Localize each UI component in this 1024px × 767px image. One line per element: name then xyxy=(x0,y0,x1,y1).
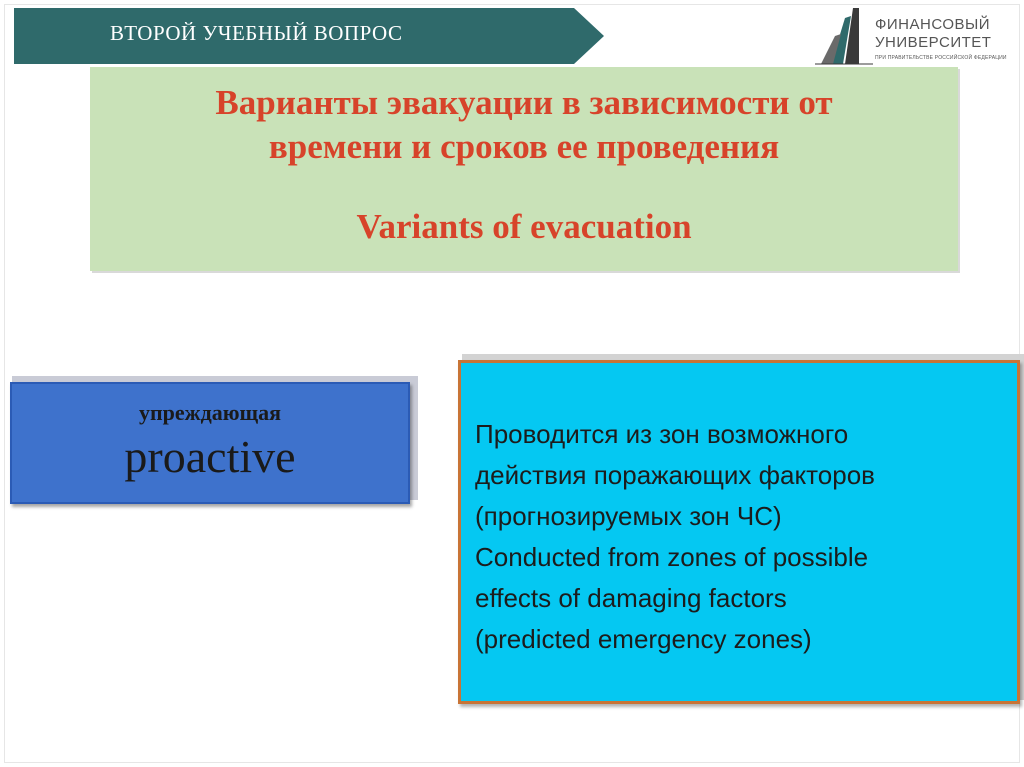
description-line: (прогнозируемых зон ЧС) xyxy=(475,501,782,531)
title-box xyxy=(90,67,958,271)
university-logo xyxy=(815,6,1020,66)
building-icon xyxy=(815,6,875,66)
section-banner xyxy=(14,8,604,64)
logo-line-3: ПРИ ПРАВИТЕЛЬСТВЕ РОССИЙСКОЙ ФЕДЕРАЦИИ xyxy=(875,55,1007,61)
description-line: действия поражающих факторов xyxy=(475,460,875,490)
description-text xyxy=(475,414,875,660)
evacuation-type-card xyxy=(10,382,410,504)
banner-title: ВТОРОЙ УЧЕБНЫЙ ВОПРОС xyxy=(110,21,403,45)
title-line-2: времени и сроков ее проведения xyxy=(268,127,780,166)
evacuation-type-en: proactive xyxy=(124,431,296,482)
logo-line-2: УНИВЕРСИТЕТ xyxy=(875,34,992,51)
description-line: effects of damaging factors xyxy=(475,583,787,613)
description-line: Проводится из зон возможного xyxy=(475,419,849,449)
title-line-1: Варианты эвакуации в зависимости от xyxy=(215,83,833,122)
description-line: Conducted from zones of possible xyxy=(475,542,869,572)
evacuation-type-ru: упреждающая xyxy=(138,400,282,425)
logo-line-1: ФИНАНСОВЫЙ xyxy=(875,16,991,33)
description-card xyxy=(458,360,1020,704)
description-line: (predicted emergency zones) xyxy=(475,624,812,654)
title-line-english: Variants of evacuation xyxy=(356,207,692,246)
